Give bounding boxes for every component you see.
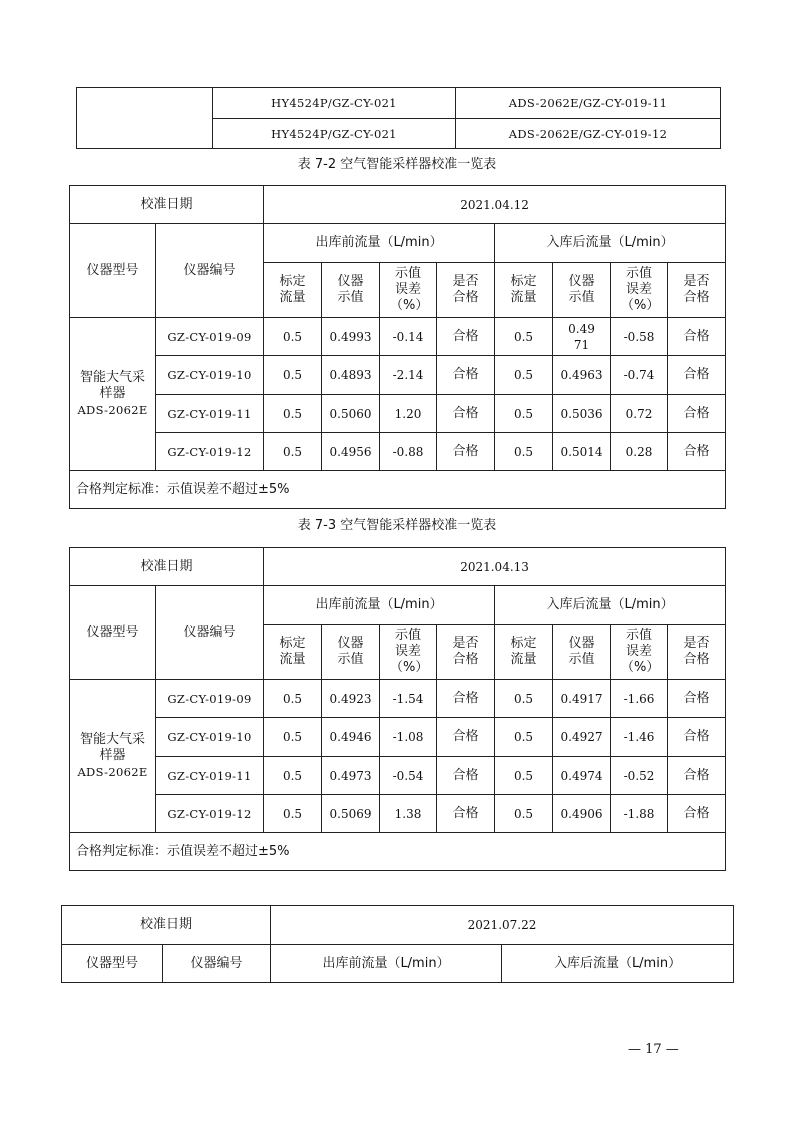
page-number: — 17 — bbox=[628, 1042, 679, 1057]
before-std: 0.5 bbox=[264, 718, 322, 757]
after-std: 0.5 bbox=[495, 395, 553, 433]
sub-header: 标定流量 bbox=[264, 263, 322, 318]
before-pass: 合格 bbox=[437, 718, 495, 757]
after-error: -0.74 bbox=[611, 356, 668, 395]
before-error: -1.08 bbox=[380, 718, 437, 757]
before-pass: 合格 bbox=[437, 433, 495, 471]
date-value: 2021.04.12 bbox=[264, 186, 726, 224]
model-label: 仪器型号 bbox=[62, 945, 163, 983]
after-error: -1.66 bbox=[611, 680, 668, 718]
before-error: -1.54 bbox=[380, 680, 437, 718]
after-flow-label: 入库后流量（L/min） bbox=[502, 945, 734, 983]
date-value: 2021.07.22 bbox=[271, 906, 734, 945]
after-std: 0.5 bbox=[495, 433, 553, 471]
after-pass: 合格 bbox=[668, 680, 726, 718]
after-std: 0.5 bbox=[495, 680, 553, 718]
sub-header: 是否合格 bbox=[437, 263, 495, 318]
before-value: 0.4956 bbox=[322, 433, 380, 471]
sub-header: 是否合格 bbox=[437, 625, 495, 680]
instrument-id: GZ-CY-019-10 bbox=[156, 356, 264, 395]
before-std: 0.5 bbox=[264, 795, 322, 833]
model-label: 仪器型号 bbox=[70, 586, 156, 680]
table-caption: 表 7-2 空气智能采样器校准一览表 bbox=[297, 157, 497, 172]
before-error: -0.54 bbox=[380, 757, 437, 795]
sub-header: 标定流量 bbox=[495, 625, 553, 680]
after-error: -0.52 bbox=[611, 757, 668, 795]
sub-header: 示值误差（%） bbox=[611, 263, 668, 318]
instrument-id: GZ-CY-019-12 bbox=[156, 433, 264, 471]
after-std: 0.5 bbox=[495, 318, 553, 356]
date-label: 校准日期 bbox=[70, 548, 264, 586]
instrument-id: GZ-CY-019-10 bbox=[156, 718, 264, 757]
model-code: ADS-2062E bbox=[77, 403, 148, 417]
after-value: 0.4971 bbox=[553, 318, 611, 356]
after-pass: 合格 bbox=[668, 356, 726, 395]
model-name: 智能大气采样器 bbox=[79, 732, 145, 763]
before-error: -2.14 bbox=[380, 356, 437, 395]
before-flow-label: 出库前流量（L/min） bbox=[264, 586, 495, 625]
before-pass: 合格 bbox=[437, 757, 495, 795]
after-value: 0.4974 bbox=[553, 757, 611, 795]
after-value: 0.4927 bbox=[553, 718, 611, 757]
top-cell: ADS-2062E/GZ-CY-019-12 bbox=[456, 119, 721, 149]
date-value: 2021.04.13 bbox=[264, 548, 726, 586]
top-cell: ADS-2062E/GZ-CY-019-11 bbox=[456, 88, 721, 119]
after-value: 0.4917 bbox=[553, 680, 611, 718]
before-value: 0.4993 bbox=[322, 318, 380, 356]
instrument-id: GZ-CY-019-09 bbox=[156, 680, 264, 718]
before-pass: 合格 bbox=[437, 356, 495, 395]
model-name: 智能大气采样器 bbox=[79, 370, 145, 401]
model-cell bbox=[70, 680, 156, 833]
instrument-id: GZ-CY-019-12 bbox=[156, 795, 264, 833]
after-std: 0.5 bbox=[495, 718, 553, 757]
criterion: 合格判定标准：示值误差不超过±5% bbox=[70, 471, 726, 509]
after-pass: 合格 bbox=[668, 318, 726, 356]
before-std: 0.5 bbox=[264, 356, 322, 395]
after-std: 0.5 bbox=[495, 757, 553, 795]
sub-header: 仪器示值 bbox=[322, 263, 380, 318]
before-std: 0.5 bbox=[264, 318, 322, 356]
sub-header: 仪器示值 bbox=[553, 625, 611, 680]
before-error: 1.38 bbox=[380, 795, 437, 833]
top-cell: HY4524P/GZ-CY-021 bbox=[213, 119, 456, 149]
before-value: 0.4923 bbox=[322, 680, 380, 718]
model-code: ADS-2062E bbox=[77, 765, 148, 779]
after-value: 0.4963 bbox=[553, 356, 611, 395]
calibration-table-next bbox=[61, 905, 734, 983]
after-pass: 合格 bbox=[668, 757, 726, 795]
sub-header: 仪器示值 bbox=[553, 263, 611, 318]
sub-header: 示值误差（%） bbox=[380, 263, 437, 318]
before-flow-label: 出库前流量（L/min） bbox=[264, 224, 495, 263]
after-pass: 合格 bbox=[668, 718, 726, 757]
model-cell bbox=[70, 318, 156, 471]
instrument-id: GZ-CY-019-09 bbox=[156, 318, 264, 356]
table-caption: 表 7-3 空气智能采样器校准一览表 bbox=[297, 518, 497, 533]
before-pass: 合格 bbox=[437, 680, 495, 718]
before-value: 0.4973 bbox=[322, 757, 380, 795]
after-std: 0.5 bbox=[495, 795, 553, 833]
after-error: -0.58 bbox=[611, 318, 668, 356]
after-pass: 合格 bbox=[668, 795, 726, 833]
before-error: -0.88 bbox=[380, 433, 437, 471]
sub-header: 是否合格 bbox=[668, 263, 726, 318]
criterion: 合格判定标准：示值误差不超过±5% bbox=[70, 833, 726, 871]
top-table bbox=[76, 87, 721, 149]
after-value: 0.5014 bbox=[553, 433, 611, 471]
before-std: 0.5 bbox=[264, 395, 322, 433]
after-value: 0.5036 bbox=[553, 395, 611, 433]
instrument-id: GZ-CY-019-11 bbox=[156, 395, 264, 433]
calibration-table-7-3 bbox=[69, 547, 726, 871]
after-pass: 合格 bbox=[668, 433, 726, 471]
sub-header: 示值误差（%） bbox=[380, 625, 437, 680]
after-value: 0.4906 bbox=[553, 795, 611, 833]
before-error: 1.20 bbox=[380, 395, 437, 433]
model-label: 仪器型号 bbox=[70, 224, 156, 318]
after-flow-label: 入库后流量（L/min） bbox=[495, 224, 726, 263]
top-table-empty-cell bbox=[77, 88, 213, 149]
after-error: 0.28 bbox=[611, 433, 668, 471]
before-error: -0.14 bbox=[380, 318, 437, 356]
before-flow-label: 出库前流量（L/min） bbox=[271, 945, 502, 983]
instrument-id: GZ-CY-019-11 bbox=[156, 757, 264, 795]
after-error: -1.88 bbox=[611, 795, 668, 833]
before-pass: 合格 bbox=[437, 395, 495, 433]
before-pass: 合格 bbox=[437, 318, 495, 356]
before-value: 0.4946 bbox=[322, 718, 380, 757]
after-error: -1.46 bbox=[611, 718, 668, 757]
after-std: 0.5 bbox=[495, 356, 553, 395]
top-cell: HY4524P/GZ-CY-021 bbox=[213, 88, 456, 119]
id-label: 仪器编号 bbox=[156, 224, 264, 318]
sub-header: 示值误差（%） bbox=[611, 625, 668, 680]
id-label: 仪器编号 bbox=[156, 586, 264, 680]
sub-header: 标定流量 bbox=[495, 263, 553, 318]
calibration-table-7-2 bbox=[69, 185, 726, 509]
before-pass: 合格 bbox=[437, 795, 495, 833]
id-label: 仪器编号 bbox=[163, 945, 271, 983]
after-flow-label: 入库后流量（L/min） bbox=[495, 586, 726, 625]
after-pass: 合格 bbox=[668, 395, 726, 433]
date-label: 校准日期 bbox=[70, 186, 264, 224]
before-std: 0.5 bbox=[264, 680, 322, 718]
after-error: 0.72 bbox=[611, 395, 668, 433]
before-value: 0.5069 bbox=[322, 795, 380, 833]
before-value: 0.4893 bbox=[322, 356, 380, 395]
date-label: 校准日期 bbox=[62, 906, 271, 945]
before-std: 0.5 bbox=[264, 757, 322, 795]
sub-header: 仪器示值 bbox=[322, 625, 380, 680]
before-std: 0.5 bbox=[264, 433, 322, 471]
sub-header: 标定流量 bbox=[264, 625, 322, 680]
before-value: 0.5060 bbox=[322, 395, 380, 433]
sub-header: 是否合格 bbox=[668, 625, 726, 680]
